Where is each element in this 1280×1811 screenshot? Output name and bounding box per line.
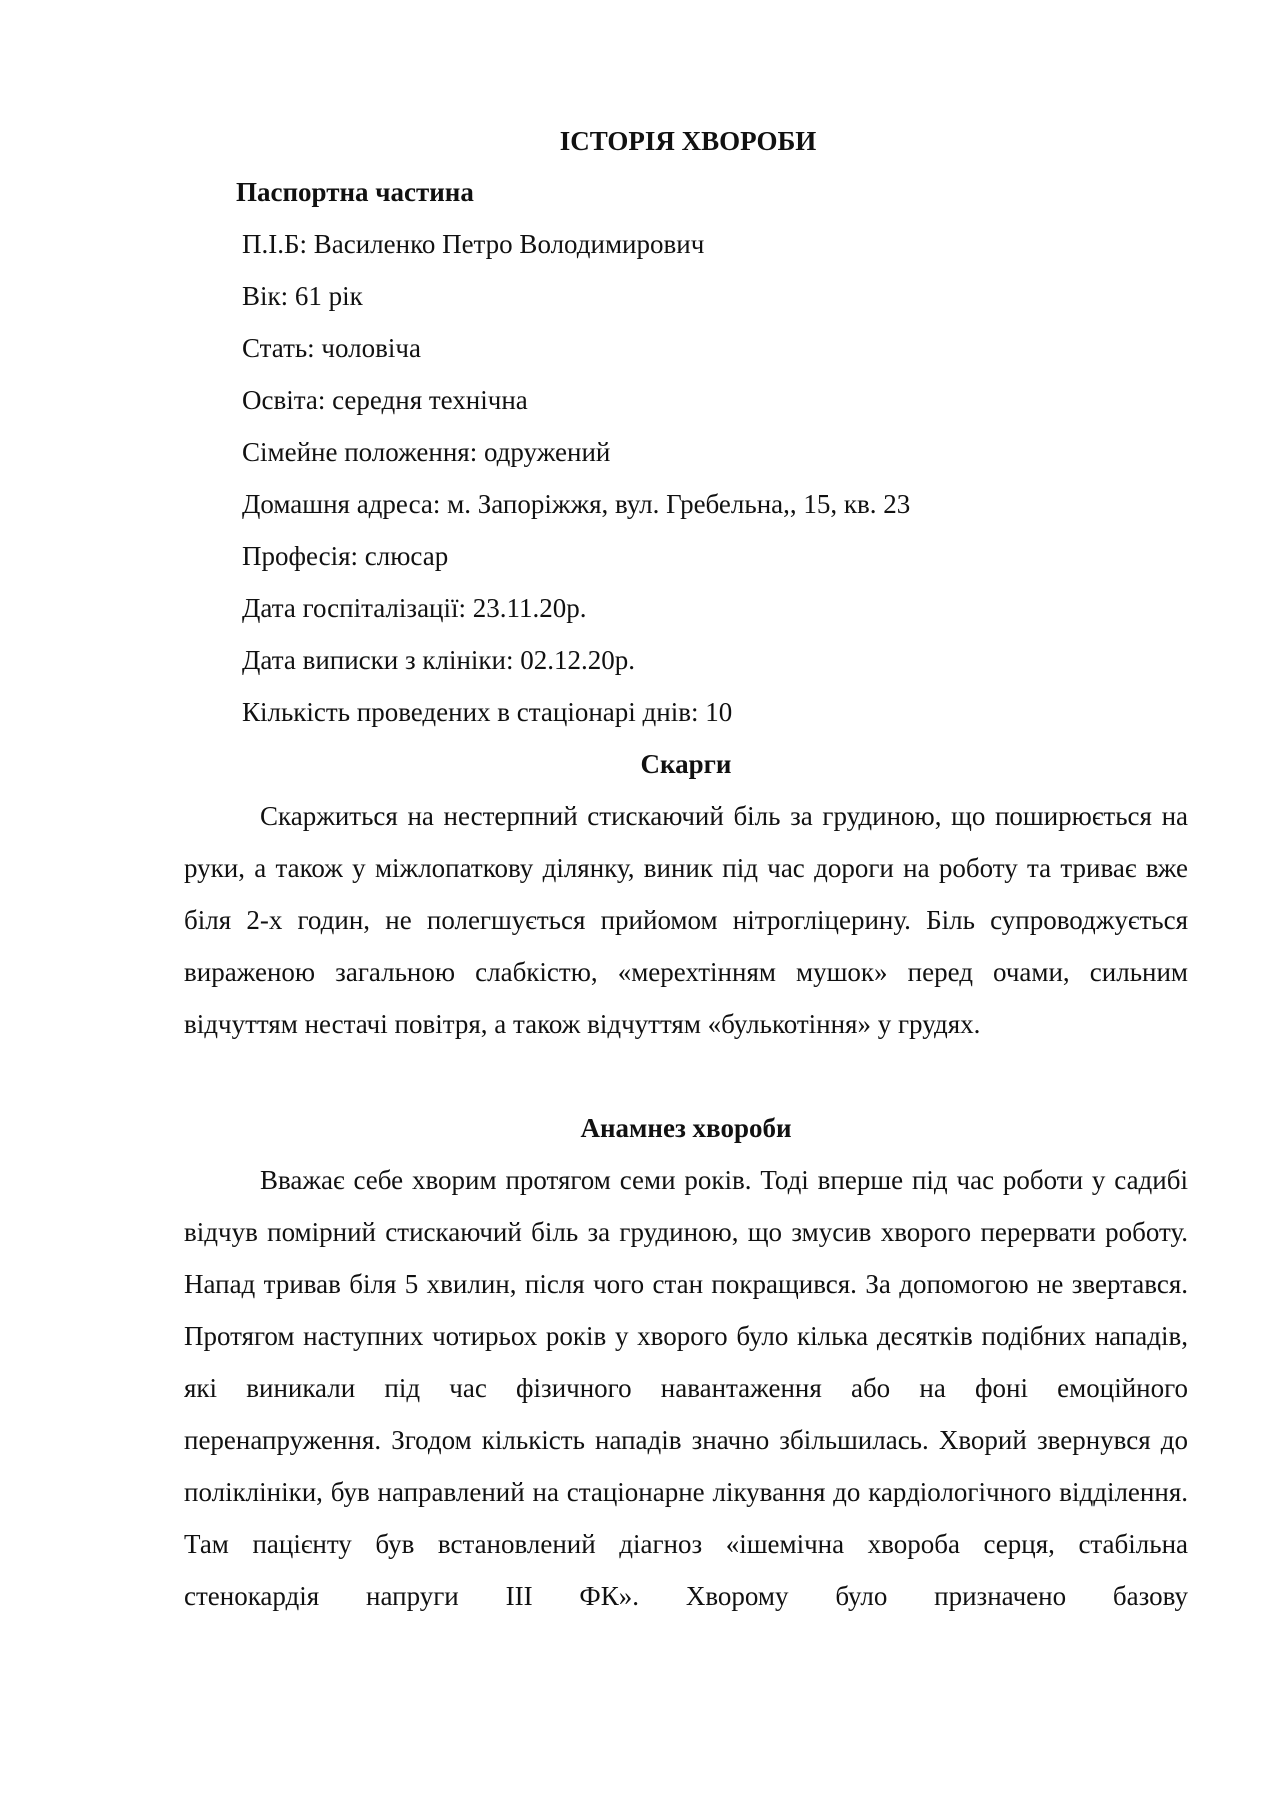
passport-heading: Паспортна частина: [236, 177, 474, 207]
history-heading: Анамнез хвороби: [580, 1113, 792, 1143]
field-full-name: П.І.Б: Василенко Петро Володимирович: [242, 229, 705, 259]
field-discharge-date: Дата виписки з клініки: 02.12.20р.: [242, 645, 635, 675]
field-sex: Стать: чоловіча: [242, 333, 421, 363]
complaints-heading: Скарги: [640, 749, 732, 779]
document-title: ІСТОРІЯ ХВОРОБИ: [559, 126, 817, 156]
field-profession: Професія: слюсар: [242, 541, 449, 571]
field-home-address: Домашня адреса: м. Запоріжжя, вул. Гребельна,, 15, кв. 23: [242, 489, 911, 519]
field-admission-date: Дата госпіталізації: 23.11.20р.: [242, 593, 587, 623]
history-paragraph: Вважає себе хворим протягом семи років. Тоді вперше під час роботи у садибі відчув помірний стискаючий біль за грудиною, що змусив хворого перервати роботу. Напад тривав біля 5 хвилин, після чого стан покращився. За допомогою не звертався. Протягом наступних чотирьох років у хворого було кілька десятків подібних нападів, які виникали під час фізичного навантаження або на фоні емоційного перенапруження. Згодом кількість нападів значно збільшилась. Хворий звернувся до поліклініки, був направлений на стаціонарне лікування до кардіологічного відділення. Там пацієнту був встановлений діагноз «ішемічна хвороба серця, стабільна стенокардія напруги ІІІ ФК». Хворому було призначено базову: [184, 1165, 1188, 1611]
complaints-paragraph: Скаржиться на нестерпний стискаючий біль за грудиною, що поширюється на руки, а також у міжлопаткову ділянку, виник під час дороги на роботу та триває вже біля 2-х годин, не полегшується прийомом нітрогліцерину. Біль супроводжується вираженою загальною слабкістю, «мерехтінням мушок» перед очами, сильним відчуттям нестачі повітря, а також відчуттям «булькотіння» у грудях.: [184, 801, 1188, 1039]
field-age: Вік: 61 рік: [242, 281, 363, 311]
field-education: Освіта: середня технічна: [242, 385, 528, 415]
field-marital-status: Сімейне положення: одружений: [242, 437, 611, 467]
field-hospital-days: Кількість проведених в стаціонарі днів: 10: [242, 697, 733, 727]
